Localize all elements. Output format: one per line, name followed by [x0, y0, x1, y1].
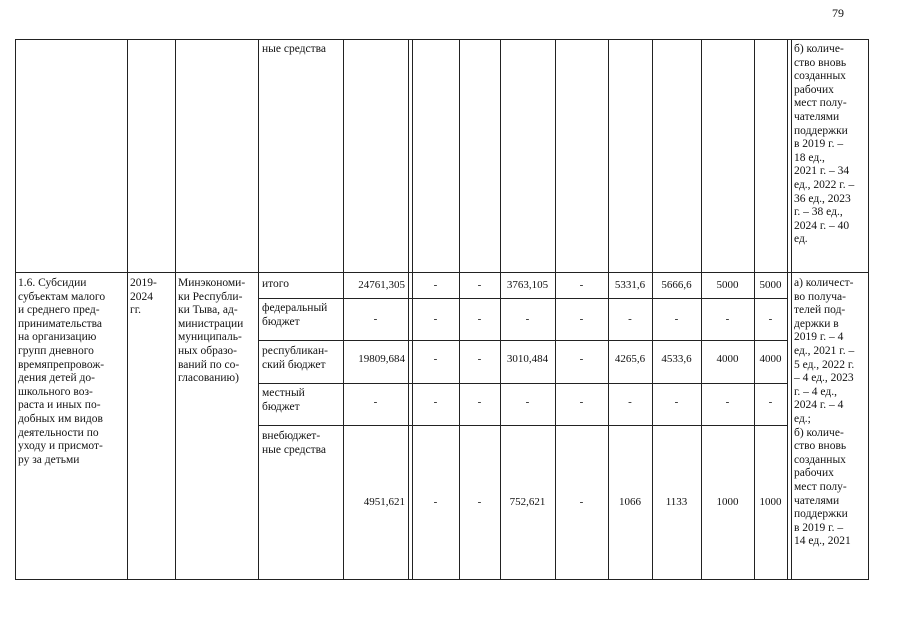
cell-value: - — [579, 353, 584, 365]
cell-value: 1000 — [716, 496, 739, 508]
cell-value: - — [477, 313, 482, 325]
col-border-0 — [15, 39, 16, 579]
cell-value: - — [579, 279, 584, 291]
cell-value: 4000 — [759, 353, 782, 365]
cell-total: - — [373, 396, 378, 408]
cell-value: - — [579, 313, 584, 325]
cell-value: 5666,6 — [661, 279, 692, 291]
cell-total: 19809,684 — [358, 353, 405, 365]
row-label: федеральный бюджет — [262, 302, 328, 328]
cell-value: 4265,6 — [614, 353, 646, 365]
upper-indicator-text: б) количе- ство вновь созданных рабочих мест полу- чателями поддержки в 2019 г. – 18 ед., 2021 г. – 34 ед., 2022 г. – 36 ед., 2023 г. – 38 ед., 2024 г. – 40 ед. — [794, 43, 855, 246]
measure-executor: Минэкономи- ки Республи- ки Тыва, ад- министрации муниципаль- ных образо- ваний по со- гласованию) — [178, 277, 246, 385]
cell-value: - — [433, 353, 438, 365]
cell-value: - — [674, 313, 679, 325]
cell-value: 4000 — [716, 353, 739, 365]
measure-indicator-text: а) количест- во получа- телей под- держки в 2019 г. – 4 ед., 2021 г. – 5 ед., 2022 г. – 4 ед., 2023 г. – 4 ед., 2024 г. – 4 ед.; б) количе- ство вновь созданных рабочих мест полу- чателями поддержки в 2019 г. – 14 ед., 2021 — [794, 277, 855, 548]
cell-value: 1000 — [759, 496, 782, 508]
cell-value: 752,621 — [509, 496, 546, 508]
cell-value: 5000 — [759, 279, 782, 291]
cell-value: 3010,484 — [506, 353, 549, 365]
cell-value: - — [477, 496, 482, 508]
cell-value: - — [477, 279, 482, 291]
cell-total: 4951,621 — [363, 496, 405, 508]
cell-value: 1133 — [665, 496, 688, 508]
cell-value: - — [768, 313, 773, 325]
cell-value: - — [579, 496, 584, 508]
cell-value: 1066 — [619, 496, 641, 508]
cell-value: - — [628, 396, 632, 408]
cell-value: 4533,6 — [661, 353, 692, 365]
col-border-5 — [408, 39, 409, 579]
cell-value: 5000 — [716, 279, 739, 291]
row-border-1 — [258, 298, 788, 299]
row-border-top — [15, 39, 869, 40]
cell-value: 5331,6 — [614, 279, 646, 291]
cell-value: - — [477, 396, 482, 408]
row-border-upper-end — [15, 272, 869, 273]
measure-name: 1.6. Субсидии субъектам малого и среднего пред- принимательства на организацию групп дневного времяпрепровож- дения детей до- школьного воз- раста и иных по- добных им видов деятельности по уходу и присмот- ру за детьми — [18, 277, 106, 466]
col-border-16 — [868, 39, 869, 579]
cell-value: - — [768, 396, 773, 408]
cell-value: - — [433, 396, 438, 408]
cell-total: 24761,305 — [358, 279, 405, 291]
row-border-bottom — [15, 579, 869, 580]
cell-total: - — [373, 313, 378, 325]
cell-value: - — [477, 353, 482, 365]
cell-value: - — [579, 396, 584, 408]
row-border-3 — [258, 383, 788, 384]
page-number: 79 — [832, 6, 844, 20]
col-border-15 — [791, 39, 792, 579]
row-label: местный бюджет — [262, 387, 305, 413]
cell-value: - — [433, 496, 438, 508]
cell-value: - — [433, 313, 438, 325]
row-border-4 — [258, 425, 788, 426]
row-label: итого — [262, 278, 289, 290]
col-border-14 — [787, 39, 788, 579]
cell-value: - — [674, 396, 679, 408]
col-border-3 — [258, 39, 259, 579]
cell-value: - — [628, 313, 632, 325]
cell-value: - — [525, 313, 530, 325]
row-label: республикан- ский бюджет — [262, 345, 328, 371]
cell-value: 3763,105 — [506, 279, 549, 291]
cell-value: - — [725, 396, 730, 408]
cell-value: - — [525, 396, 530, 408]
col-border-2 — [175, 39, 176, 579]
row-border-2 — [258, 340, 788, 341]
upper-source-label: ные средства — [262, 43, 327, 55]
cell-value: - — [433, 279, 438, 291]
measure-period: 2019- 2024 гг. — [130, 277, 157, 317]
cell-value: - — [725, 313, 730, 325]
row-label: внебюджет- ные средства — [262, 430, 327, 456]
